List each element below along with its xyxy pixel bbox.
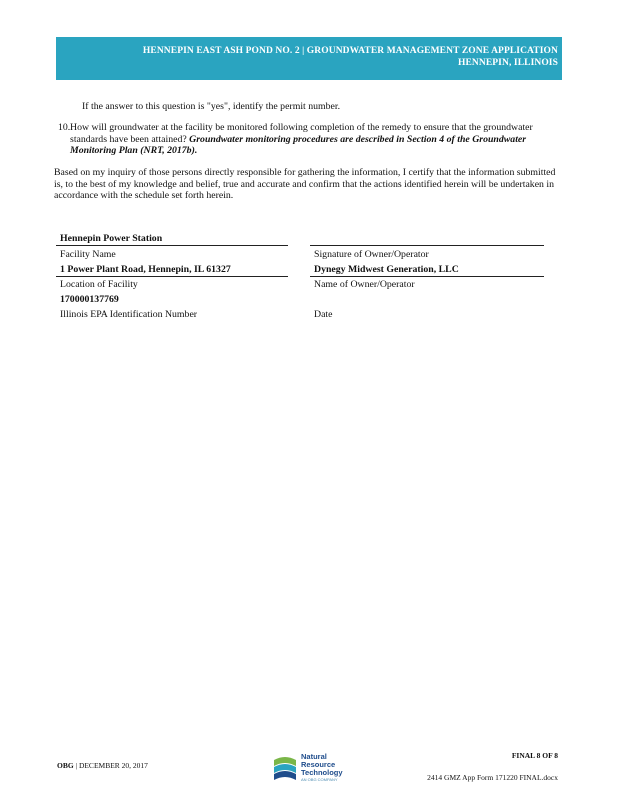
footer-filename: 2414 GMZ App Form 171220 FINAL.docx — [427, 773, 558, 782]
logo-subtitle: AN OBG COMPANY — [301, 777, 338, 782]
header-band — [56, 37, 562, 80]
owner-name-value: Dynegy Midwest Generation, LLC — [314, 264, 459, 275]
footer-org-date: OBG | DECEMBER 20, 2017 — [57, 761, 148, 770]
owner-name-label: Name of Owner/Operator — [314, 279, 415, 290]
epa-id-value: 170000137769 — [60, 294, 119, 305]
header-location: HENNEPIN, ILLINOIS — [458, 58, 558, 68]
certification-statement: Based on my inquiry of those persons directly responsible for gathering the information, I certify that the information submitted is, to the best of my knowledge and belief, true and accurate and confirm that the actions identified herein will be undertaken in accordance with the schedule set forth herein. — [54, 167, 556, 201]
facility-name-line — [56, 245, 288, 246]
logo-line-3: Technology — [301, 768, 343, 777]
footer-org: OBG — [57, 761, 74, 770]
nrt-logo-icon — [272, 754, 298, 782]
logo-line-1: Natural — [301, 752, 327, 761]
facility-name-label: Facility Name — [60, 249, 116, 260]
question-body — [70, 122, 558, 157]
signature-label: Signature of Owner/Operator — [314, 249, 429, 260]
question-text: How will groundwater at the facility be monitored following completion of the remedy to ensure that the groundwater standards have been attained? — [70, 122, 533, 145]
facility-name-value: Hennepin Power Station — [60, 233, 163, 244]
owner-name-line — [310, 276, 544, 277]
question-number: 10. — [58, 122, 71, 133]
footer-page-status: FINAL 8 OF 8 — [511, 751, 558, 760]
question-answer: Groundwater monitoring procedures are described in Section 4 of the Groundwater Monitoring Plan (NRT, 2017b). — [70, 133, 527, 156]
permit-prompt: If the answer to this question is "yes", identify the permit number. — [82, 101, 341, 112]
location-value: 1 Power Plant Road, Hennepin, IL 61327 — [60, 264, 231, 275]
location-line — [56, 276, 288, 277]
nrt-logo — [272, 752, 362, 786]
nrt-logo-text — [301, 753, 343, 783]
header-title: HENNEPIN EAST ASH POND NO. 2 | GROUNDWATER MANAGEMENT ZONE APPLICATION — [142, 46, 558, 56]
location-label: Location of Facility — [60, 279, 138, 290]
signature-line — [310, 245, 544, 246]
date-label: Date — [314, 309, 333, 320]
logo-line-2: Resource — [301, 760, 336, 769]
epa-id-label: Illinois EPA Identification Number — [60, 309, 198, 320]
footer-date: DECEMBER 20, 2017 — [78, 761, 148, 770]
